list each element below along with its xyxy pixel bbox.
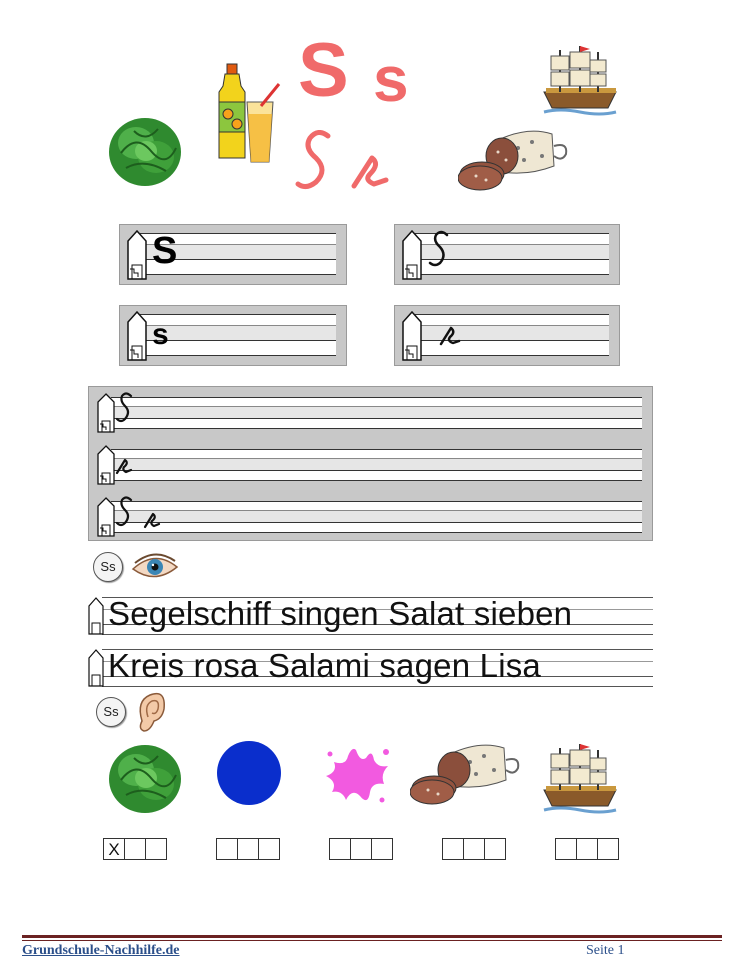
cursive-row-lower	[97, 443, 642, 481]
splash-icon	[322, 744, 392, 808]
lettuce-icon	[106, 740, 184, 816]
footer-site-link[interactable]: Grundschule-Nachhilfe.de	[22, 943, 180, 958]
footer-page-number: Seite 1	[586, 943, 625, 958]
answer-cell[interactable]: X	[103, 838, 125, 860]
ship-icon	[540, 742, 620, 816]
ear-icon	[134, 691, 168, 735]
answer-boxes-2	[217, 838, 280, 860]
answer-cell[interactable]	[463, 838, 485, 860]
house-icon	[126, 310, 148, 367]
answer-cell[interactable]	[124, 838, 146, 860]
answer-cell[interactable]	[216, 838, 238, 860]
answer-cell[interactable]	[555, 838, 577, 860]
answer-cell[interactable]	[597, 838, 619, 860]
answer-cell[interactable]	[484, 838, 506, 860]
house-icon	[97, 393, 115, 438]
header-uppercase-print-letter: S	[298, 28, 349, 113]
house-icon	[88, 649, 104, 692]
blue-circle-icon	[216, 740, 282, 806]
footer-rule	[22, 940, 722, 941]
word-line-1	[88, 595, 653, 635]
header-lowercase-cursive-letter	[350, 150, 390, 195]
answer-cell[interactable]	[350, 838, 372, 860]
practice-glyph-cursive-upper	[427, 229, 451, 274]
answer-cell[interactable]	[258, 838, 280, 860]
house-icon	[97, 445, 115, 490]
practice-box-uppercase-cursive	[394, 224, 620, 285]
answer-cell[interactable]	[145, 838, 167, 860]
practice-glyph: s	[152, 318, 169, 351]
lettuce-icon	[106, 113, 184, 189]
ss-badge-read: Ss	[93, 552, 123, 582]
answer-cell[interactable]	[371, 838, 393, 860]
house-icon	[401, 310, 423, 367]
reading-words-line-1: Segelschiff singen Salat sieben	[108, 595, 573, 632]
practice-glyph-cursive-lower	[439, 324, 461, 351]
answer-cell[interactable]	[576, 838, 598, 860]
salami-icon	[458, 126, 578, 196]
answer-cell[interactable]	[442, 838, 464, 860]
juice-icon	[213, 62, 283, 166]
house-icon	[126, 229, 148, 286]
answer-boxes-4	[443, 838, 506, 860]
cursive-row-upper	[97, 391, 642, 429]
practice-glyph: S	[152, 230, 178, 272]
answer-boxes-5	[556, 838, 619, 860]
cursive-row-both	[97, 495, 642, 533]
salami-icon	[410, 740, 530, 810]
answer-boxes-1	[104, 838, 167, 860]
ship-icon	[540, 44, 620, 118]
practice-box-uppercase-print	[119, 224, 347, 285]
eye-icon	[131, 551, 179, 583]
practice-box-lowercase-cursive	[394, 305, 620, 366]
practice-box-lowercase-print	[119, 305, 347, 366]
ss-badge-listen: Ss	[96, 697, 126, 727]
answer-cell[interactable]	[237, 838, 259, 860]
house-icon	[401, 229, 423, 286]
header-lowercase-print-letter: s	[373, 43, 409, 115]
word-line-2	[88, 647, 653, 687]
footer-rule	[22, 935, 722, 938]
answer-cell[interactable]	[329, 838, 351, 860]
reading-words-line-2: Kreis rosa Salami sagen Lisa	[108, 647, 541, 684]
answer-boxes-3	[330, 838, 393, 860]
practice-box-cursive-rows	[88, 386, 653, 541]
header-uppercase-cursive-letter	[294, 130, 334, 197]
house-icon	[97, 497, 115, 542]
house-icon	[88, 597, 104, 640]
